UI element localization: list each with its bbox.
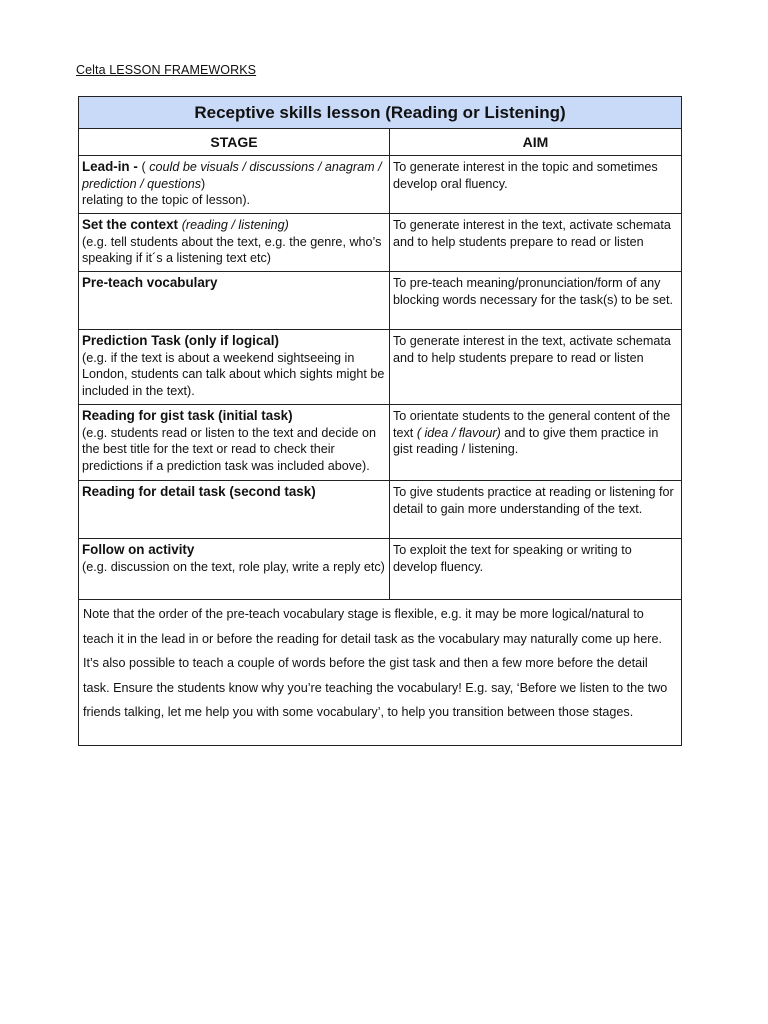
aim-text: To orientate students to the general content of the text xyxy=(393,409,671,440)
stage-title: Set the context xyxy=(82,217,182,232)
stage-cell xyxy=(79,481,390,539)
table-row-follow-on xyxy=(79,539,682,600)
aim-cell: To pre-teach meaning/pronunciation/form of any blocking words necessary for the task(s) to be set. xyxy=(390,272,682,330)
aim-cell: To generate interest in the topic and sometimes develop oral fluency. xyxy=(390,156,682,214)
stage-cell xyxy=(79,330,390,405)
table-title: Receptive skills lesson (Reading or Listening) xyxy=(79,97,682,129)
table-row-pre-teach xyxy=(79,272,682,330)
stage-column-header: STAGE xyxy=(79,129,390,156)
table-row-detail xyxy=(79,481,682,539)
stage-title: Pre-teach vocabulary xyxy=(82,275,218,290)
stage-cell xyxy=(79,272,390,330)
aim-text-end: and to give them practice in gist reading / listening. xyxy=(393,425,659,457)
aim-cell: To give students practice at reading or listening for detail to gain more understanding of the text. xyxy=(390,481,682,539)
stage-title: Follow on activity xyxy=(82,542,195,557)
aim-column-header: AIM xyxy=(390,129,682,156)
stage-cell: Lead-in - ( could be visuals / discussions / anagram / prediction / questions) relating to the topic of lesson). xyxy=(79,156,390,214)
aim-cell: To exploit the text for speaking or writing to develop fluency. xyxy=(390,539,682,600)
table-row-lead-in xyxy=(79,156,682,214)
aim-cell: To generate interest in the text, activate schemata and to help students prepare to read or listen xyxy=(390,330,682,405)
table-row-set-context xyxy=(79,214,682,272)
stage-description: (e.g. if the text is about a weekend sightseeing in London, students can talk about which sights might be included in the text). xyxy=(82,350,385,398)
stage-title: Lead-in - xyxy=(82,159,142,174)
aim-cell: To generate interest in the text, activate schemata and to help students prepare to read or listen xyxy=(390,214,682,272)
table-row-gist xyxy=(79,405,682,481)
stage-title: Reading for detail task (second task) xyxy=(82,484,316,499)
table-row-note xyxy=(79,600,682,746)
lesson-framework-table xyxy=(78,96,682,746)
stage-cell xyxy=(79,214,390,272)
aim-cell xyxy=(390,405,682,481)
stage-description: (e.g. students read or listen to the text and decide on the best title for the text or read to check their predictions if a prediction task was included above). xyxy=(82,425,377,473)
stage-note: could be visuals / discussions / anagram / prediction / questions xyxy=(82,160,382,191)
aim-note: ( idea / flavour) xyxy=(416,425,501,440)
stage-cell xyxy=(79,405,390,481)
stage-description: (e.g. discussion on the text, role play, write a reply etc) xyxy=(82,559,385,574)
vocabulary-note: Note that the order of the pre-teach vocabulary stage is flexible, e.g. it may be more logical/natural to teach it in the lead in or before the reading for detail task as the vocabulary may naturally come up here. It’s also possible to teach a couple of words before the gist task and then a few more before the detail task. Ensure the students know why you’re teaching the vocabulary! E.g. say, ‘Before we listen to the two friends talking, let me help you with some vocabulary’, to help you transition between those stages. xyxy=(79,600,682,746)
stage-description: (e.g. tell students about the text, e.g. the genre, who’s speaking if it´s a listening text etc) xyxy=(82,234,382,266)
stage-description: relating to the topic of lesson). xyxy=(82,193,251,208)
document-header: Celta LESSON FRAMEWORKS xyxy=(76,63,257,77)
stage-title: Reading for gist task (initial task) xyxy=(82,408,293,423)
table-row-prediction xyxy=(79,330,682,405)
stage-note: (reading / listening) xyxy=(181,218,289,232)
stage-title: Prediction Task (only if logical) xyxy=(82,333,279,348)
stage-cell xyxy=(79,539,390,600)
